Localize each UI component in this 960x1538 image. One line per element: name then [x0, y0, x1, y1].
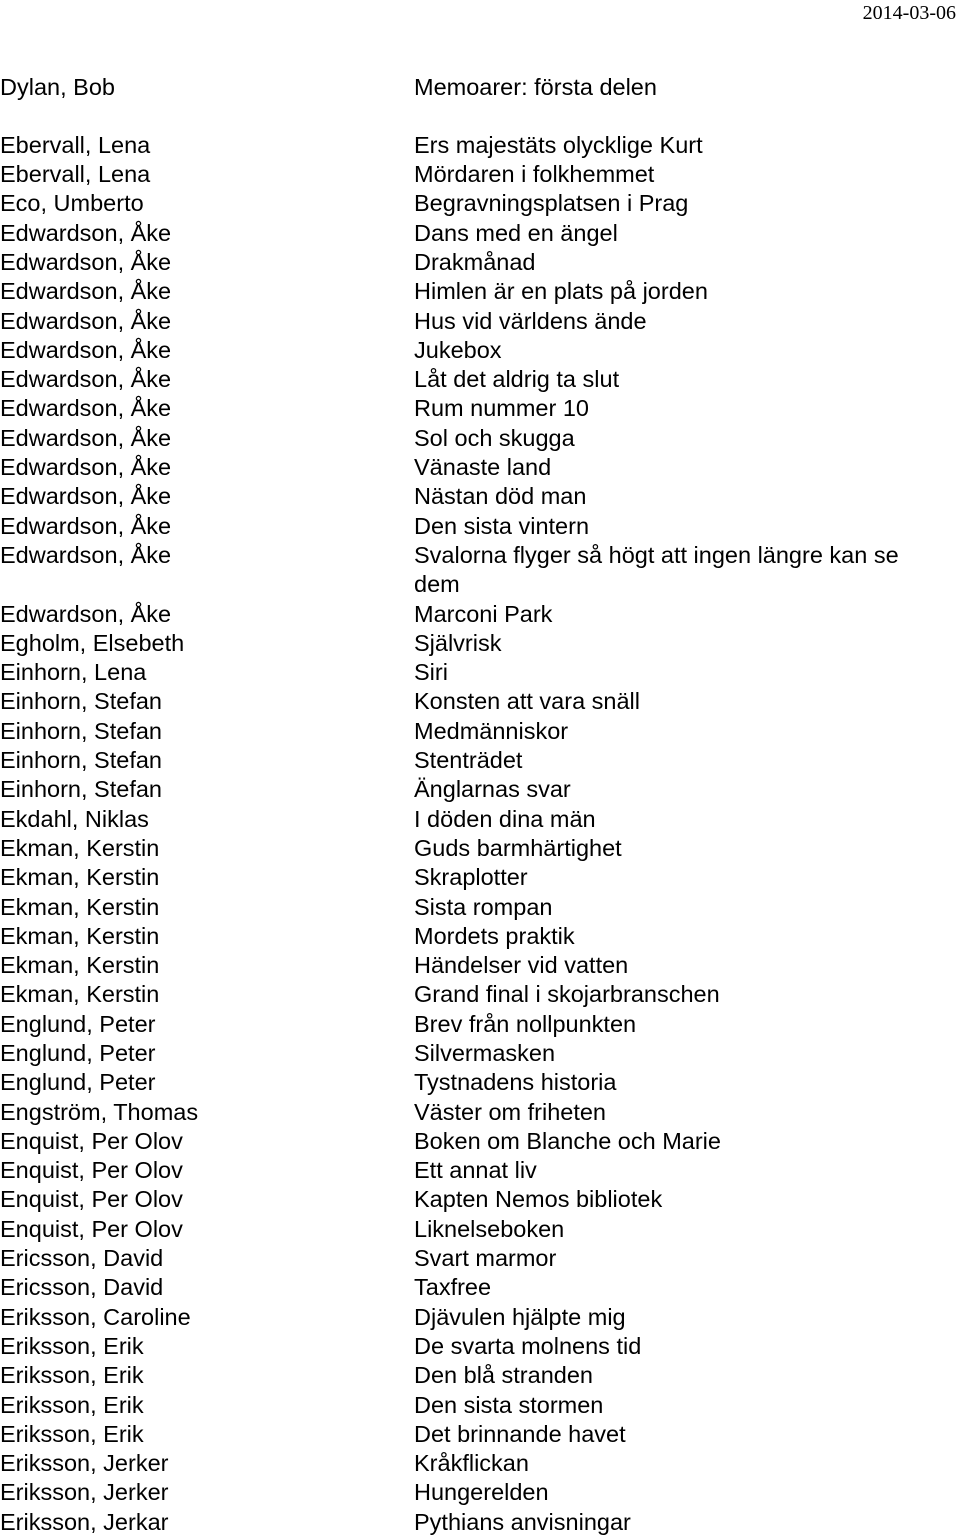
list-item: [0, 189, 960, 218]
list-item: [0, 512, 960, 541]
author-name: Ekman, Kerstin: [0, 834, 160, 861]
author-name: Ekman, Kerstin: [0, 893, 160, 920]
list-item: [0, 453, 960, 482]
author-name: Edwardson, Åke: [0, 219, 172, 246]
book-title: Den sista stormen: [414, 1391, 604, 1418]
list-item: [0, 629, 960, 658]
list-item: [0, 482, 960, 511]
book-title: Dans med en ängel: [414, 219, 618, 246]
book-title: Ett annat liv: [414, 1157, 537, 1184]
author-name: Ekman, Kerstin: [0, 922, 160, 949]
list-item: [0, 1098, 960, 1127]
book-title: Boken om Blanche och Marie: [414, 1127, 721, 1154]
author-name: Ebervall, Lena: [0, 131, 151, 158]
author-name: Eriksson, Erik: [0, 1391, 144, 1418]
book-title: Begravningsplatsen i Prag: [414, 190, 689, 217]
author-name: Englund, Peter: [0, 1010, 156, 1037]
list-item: [0, 394, 960, 423]
author-name: Edwardson, Åke: [0, 248, 172, 275]
book-title: Medmänniskor: [414, 717, 569, 744]
book-title: Ers majestäts olycklige Kurt: [414, 131, 703, 158]
list-item: [0, 1273, 960, 1302]
book-title: Siri: [414, 659, 448, 686]
author-name: Ekman, Kerstin: [0, 981, 160, 1008]
list-item: [0, 805, 960, 834]
list-item: [0, 658, 960, 687]
book-title: Marconi Park: [414, 600, 553, 627]
list-item: [0, 131, 960, 160]
list-item: [0, 1156, 960, 1185]
list-item: [0, 336, 960, 365]
book-title: Svart marmor: [414, 1245, 557, 1272]
list-item: [0, 1332, 960, 1361]
author-name: Eriksson, Jerker: [0, 1450, 169, 1477]
author-name: Enquist, Per Olov: [0, 1186, 183, 1213]
list-item: [0, 541, 960, 600]
list-item: [0, 1478, 960, 1507]
list-item: [0, 746, 960, 775]
author-name: Ericsson, David: [0, 1274, 164, 1301]
author-name: Englund, Peter: [0, 1040, 156, 1066]
author-name: Edwardson, Åke: [0, 424, 172, 451]
author-name: Ekdahl, Niklas: [0, 805, 149, 832]
list-item: [0, 1449, 960, 1478]
list-item: [0, 365, 960, 394]
book-title: Händelser vid vatten: [414, 952, 629, 979]
author-name: Edwardson, Åke: [0, 366, 172, 393]
list-item: [0, 951, 960, 980]
author-name: Edwardson, Åke: [0, 600, 172, 627]
list-item: [0, 248, 960, 277]
book-title: Sol och skugga: [414, 424, 575, 451]
author-name: Einhorn, Stefan: [0, 747, 162, 774]
list-item: [0, 600, 960, 629]
list-item: [0, 73, 960, 102]
book-title: Brev från nollpunkten: [414, 1010, 637, 1037]
list-item: [0, 1391, 960, 1420]
author-name: Edwardson, Åke: [0, 454, 172, 481]
book-title: Det brinnande havet: [414, 1420, 626, 1447]
author-name: Ekman, Kerstin: [0, 952, 160, 979]
book-title: Änglarnas svar: [414, 776, 571, 803]
book-title: Jukebox: [414, 336, 502, 363]
list-item: [0, 160, 960, 189]
list-item: [0, 922, 960, 951]
book-title: Kapten Nemos bibliotek: [414, 1186, 663, 1213]
book-title: Den blå stranden: [414, 1362, 593, 1389]
author-name: Ekman, Kerstin: [0, 864, 160, 891]
book-title: Taxfree: [414, 1274, 492, 1301]
list-item: [0, 424, 960, 453]
author-name: Eco, Umberto: [0, 190, 144, 217]
list-item: [0, 1361, 960, 1390]
list-item: [0, 1010, 960, 1039]
list-item: [0, 1508, 960, 1537]
list-item: [0, 687, 960, 716]
list-item: [0, 775, 960, 804]
book-title: Konsten att vara snäll: [414, 688, 640, 715]
list-item: [0, 1244, 960, 1273]
author-name: Einhorn, Stefan: [0, 688, 162, 715]
book-title: I döden dina män: [414, 805, 596, 832]
book-title: Sista rompan: [414, 893, 553, 920]
book-title: De svarta molnens tid: [414, 1332, 642, 1359]
author-name: Dylan, Bob: [0, 74, 115, 100]
author-name: Ebervall, Lena: [0, 161, 151, 188]
list-item: [0, 1127, 960, 1156]
author-name: Einhorn, Stefan: [0, 717, 162, 744]
book-title: Grand final i skojarbranschen: [414, 981, 720, 1008]
author-name: Englund, Peter: [0, 1069, 156, 1096]
book-title: Mordets praktik: [414, 922, 575, 949]
list-item: [0, 1039, 960, 1068]
book-title: Hungerelden: [414, 1479, 549, 1506]
list-item: [0, 980, 960, 1009]
author-name: Edwardson, Åke: [0, 512, 172, 539]
list-item: [0, 863, 960, 892]
list-item: [0, 1303, 960, 1332]
author-name: Engström, Thomas: [0, 1098, 199, 1125]
book-title: Mördaren i folkhemmet: [414, 161, 655, 188]
book-title: Nästan död man: [414, 483, 587, 510]
author-name: Einhorn, Lena: [0, 659, 147, 686]
book-title: Självrisk: [414, 629, 502, 656]
book-title: Vänaste land: [414, 454, 552, 481]
book-title: Skraplotter: [414, 864, 528, 891]
book-title: Stenträdet: [414, 747, 523, 774]
book-title: Rum nummer 10: [414, 395, 589, 422]
book-title: Djävulen hjälpte mig: [414, 1303, 626, 1330]
book-title: Väster om friheten: [414, 1098, 607, 1125]
author-name: Egholm, Elsebeth: [0, 629, 185, 656]
author-name: Eriksson, Erik: [0, 1362, 144, 1389]
list-item: [0, 1068, 960, 1097]
book-title: Svalorna flyger så högt att ingen längre kan se dem: [414, 541, 899, 598]
book-title: Guds barmhärtighet: [414, 834, 622, 861]
list-item: [0, 1215, 960, 1244]
author-name: Eriksson, Caroline: [0, 1303, 191, 1330]
book-title: Himlen är en plats på jorden: [414, 278, 708, 305]
book-title: Hus vid världens ände: [414, 307, 647, 334]
book-title: Kråkflickan: [414, 1450, 529, 1477]
book-title: Låt det aldrig ta slut: [414, 366, 620, 393]
book-list: [0, 73, 960, 1537]
list-item: [0, 717, 960, 746]
book-title: Tystnadens historia: [414, 1069, 617, 1096]
author-name: Edwardson, Åke: [0, 541, 172, 568]
author-name: Eriksson, Jerker: [0, 1479, 169, 1506]
author-name: Einhorn, Stefan: [0, 776, 162, 803]
author-name: Edwardson, Åke: [0, 395, 172, 422]
author-name: Enquist, Per Olov: [0, 1215, 183, 1242]
list-item: [0, 1185, 960, 1214]
author-name: Enquist, Per Olov: [0, 1127, 183, 1154]
list-item: [0, 1420, 960, 1449]
author-name: Eriksson, Erik: [0, 1420, 144, 1447]
author-name: Ericsson, David: [0, 1245, 164, 1272]
author-name: Edwardson, Åke: [0, 278, 172, 305]
author-name: Edwardson, Åke: [0, 483, 172, 510]
author-name: Enquist, Per Olov: [0, 1157, 183, 1184]
author-name: Eriksson, Jerkar: [0, 1508, 169, 1535]
list-item: [0, 219, 960, 248]
book-title: Drakmånad: [414, 248, 536, 275]
page-date: 2014-03-06: [862, 2, 956, 24]
list-item: [0, 307, 960, 336]
author-name: Eriksson, Erik: [0, 1332, 144, 1359]
author-name: Edwardson, Åke: [0, 336, 172, 363]
book-title: Memoarer: första delen: [414, 74, 657, 100]
author-name: Edwardson, Åke: [0, 307, 172, 334]
book-title: Pythians anvisningar: [414, 1508, 631, 1535]
book-title: Liknelseboken: [414, 1215, 565, 1242]
list-item: [0, 834, 960, 863]
book-title: Silvermasken: [414, 1040, 556, 1066]
list-item: [0, 277, 960, 306]
book-title: Den sista vintern: [414, 512, 590, 539]
list-item: [0, 893, 960, 922]
